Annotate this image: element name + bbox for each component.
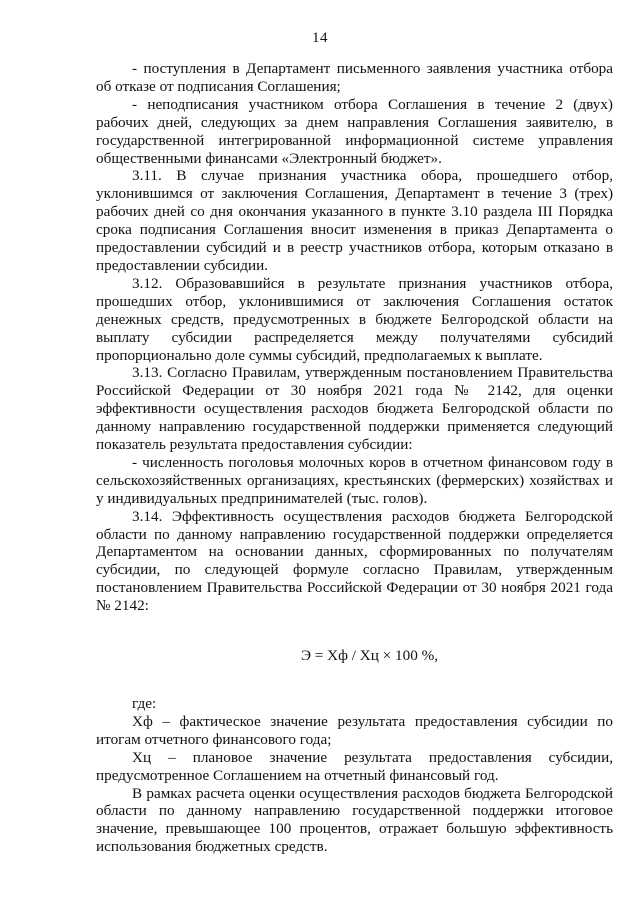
paragraph-refusal-application: - поступления в Департамент письменного заявления участника отбора об отказе от подписания Соглашения; — [96, 60, 613, 95]
closing-paragraph: В рамках расчета оценки осуществления расходов бюджета Белгородской области по данному направлению государственной поддержки итоговое значение, превышающее 100 процентов, отражает большую эффективность использования бюджетных средств. — [96, 784, 613, 856]
where-label: где: — [132, 695, 157, 712]
paragraph-3-13: 3.13. Согласно Правилам, утвержденным постановлением Правительства Российской Федерации от 30 ноября 2021 года № 2142, для оценки эффективности осуществления расходов бюджета Белгородской области по данному направлению государственной поддержки применяется следующий показатель результата предоставления субсидии: — [96, 364, 613, 454]
paragraph-3-14: 3.14. Эффективность осуществления расходов бюджета Белгородской области по данному направлению государственной поддержки определяется Департаментом на основании данных, сформированных по получателям субсидии, по следующей формуле согласно Правилам, утвержденным постановлением Правительства Российской Федерации от 30 ноября 2021 года № 2142: — [96, 507, 613, 615]
paragraph-non-signing: - неподписания участником отбора Соглашения в течение 2 (двух) рабочих дней, следующих за днем направления Соглашения заявителю, в государственной интегрированной информационной системе управления общественными финансами «Электронный бюджет». — [96, 95, 613, 167]
definition-xf: Хф – фактическое значение результата предоставления субсидии по итогам отчетного финансового года; — [96, 712, 613, 748]
paragraph-3-11: 3.11. В случае признания участника обора, прошедшего отбор, уклонившимся от заключения Соглашения, Департамент в течение 3 (трех) рабочих дней со дня окончания указанного в пункте 3.10 раздела III Порядка срока подписания Соглашения вносит изменения в приказ Департамента о предоставлении субсидий и в реестр участников отбора, которым отказано в предоставлении субсидии. — [96, 167, 613, 274]
definition-xc: Хц – плановое значение результата предоставления субсидии, предусмотренное Соглашением на отчетный финансовый год. — [96, 748, 613, 784]
document-body — [96, 60, 613, 856]
efficiency-formula: Э = Хф / Хц × 100 %, — [300, 647, 439, 665]
paragraph-indicator: - численность поголовья молочных коров в отчетном финансовом году в сельскохозяйственных организациях, крестьянских (фермерских) хозяйствах и у индивидуальных предпринимателей (тыс. голов). — [96, 453, 613, 507]
paragraph-3-12: 3.12. Образовавшийся в результате признания участников отбора, прошедших отбор, уклонившимися от заключения Соглашения остаток денежных средств, предусмотренных в бюджете Белгородской области на выплату субсидии распределяется между получателями субсидий пропорционально доле суммы субсидий, предполагаемых к выплате. — [96, 274, 613, 364]
page-number: 14 — [312, 30, 328, 46]
